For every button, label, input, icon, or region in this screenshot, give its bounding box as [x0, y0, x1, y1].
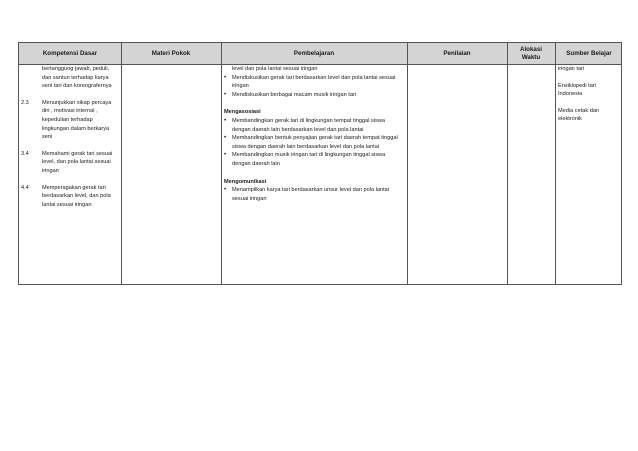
pembelajaran-bullet: • Mendiskusikan gerak tari berdasarkan level dan pola lantai sesuai iringan: [224, 74, 399, 91]
kompetensi-text: Memperagakan gerak tari berdasarkan level, dan pola lantai sesuai iringan: [42, 184, 111, 208]
syllabus-table: [18, 42, 622, 285]
kompetensi-dasar-cell: [21, 65, 119, 209]
header-alokasi-waktu: Alokasi Waktu: [519, 46, 542, 61]
column-divider: [507, 43, 508, 284]
kompetensi-text: Menunjukkan sikap percaya diri , motivasi internal , kepedulian terhadap lingkungan dalam berkarya seni: [42, 99, 112, 141]
kompetensi-number: 2.3: [21, 99, 29, 106]
mengomunikasi-bullet: • Menampilkan karya tari berdasarkan unsur level dan pola lantai sesuai iringan: [224, 186, 399, 203]
column-divider: [121, 43, 122, 284]
pembelajaran-continued-line: level dan pola lantai sesuai iringan: [232, 66, 318, 72]
kompetensi-item: [21, 150, 119, 176]
kompetensi-item: [21, 184, 119, 210]
sumber-item: Ensiklopedi tari Indonesia: [558, 82, 596, 98]
pembelajaran-bullet: • Mendiskusikan berbagai macam musik iringan tari: [224, 91, 399, 100]
kompetensi-continued-text: bertanggung jawab, peduli, dan santun terhadap karya seni tari dan koreografernya: [42, 66, 112, 90]
mengasosiasi-heading: Mengasosiasi: [224, 109, 261, 116]
mengasosiasi-bullet: • Membandingkan musik iringan tari di lingkungan tinggal siswa dengan daerah lain: [224, 151, 399, 168]
mengasosiasi-bullet: • Membandingkan bentuk penyajian gerak tari daerah tempat tinggal siswa dengan daerah lain berdasarkan level dan pola lantai: [224, 134, 399, 151]
column-divider: [221, 43, 222, 284]
sumber-item: iringan tari: [558, 66, 585, 72]
pembelajaran-cell: [224, 65, 399, 203]
header-kompetensi-dasar: Kompetensi Dasar: [42, 50, 98, 57]
kompetensi-number: 4.4: [21, 184, 29, 191]
header-sumber-belajar: Sumber Belajar: [566, 50, 612, 57]
sumber-item: Media cetak dan elektronik: [558, 107, 600, 123]
kompetensi-text: Memahami gerak tari sesuai level, dan pola lantai sesuai iringan: [42, 150, 113, 174]
header-pembelajaran: Pembelajaran: [293, 50, 335, 57]
kompetensi-item: [21, 99, 119, 142]
column-divider: [407, 43, 408, 284]
header-penilaian: Penilaian: [443, 50, 471, 57]
header-materi-pokok: Materi Pokok: [151, 50, 191, 57]
mengomunikasi-heading: Mengomunikasi: [224, 178, 267, 185]
sumber-belajar-cell: [558, 65, 620, 124]
column-divider: [555, 43, 556, 284]
mengasosiasi-bullet: • Membandingkan gerak tari di lingkungan tempat tinggal siswa dengan daerah lain berdasarkan level dan pola lantai: [224, 117, 399, 134]
kompetensi-number: 3.4: [21, 150, 29, 157]
